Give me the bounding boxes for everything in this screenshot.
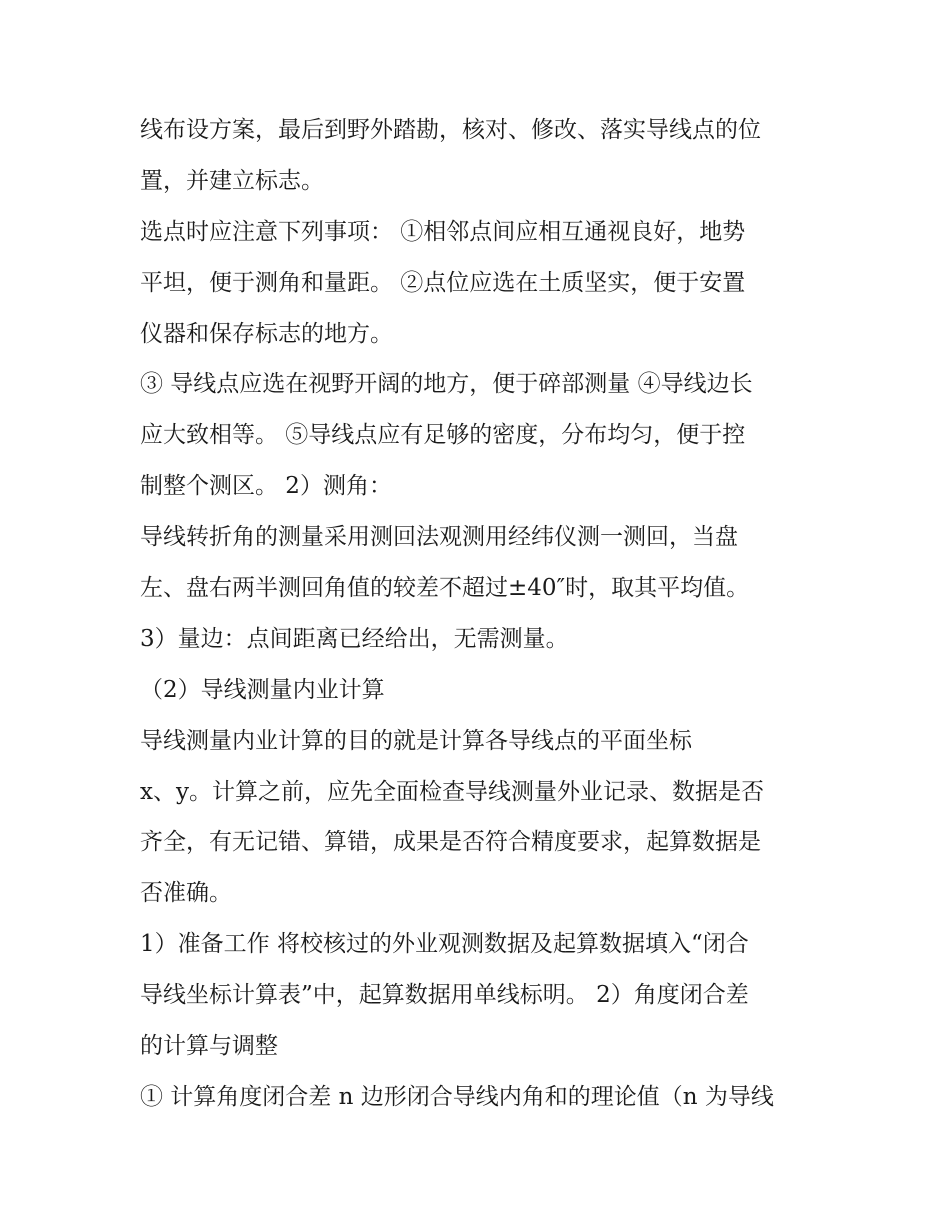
text-line: 导线测量内业计算的目的就是计算各导线点的平面坐标	[140, 727, 692, 754]
section-heading: （2）导线测量内业计算	[140, 676, 385, 703]
text-line: 仪器和保存标志的地方。	[140, 320, 393, 347]
text-line: 导线坐标计算表”中，起算数据用单线标明。 2）角度闭合差	[140, 982, 749, 1009]
text-line: 导线转折角的测量采用测回法观测用经纬仪测一测回，当盘	[140, 524, 738, 551]
text-line: ③ 导线点应选在视野开阔的地方，便于碎部测量 ④导线边长	[140, 371, 753, 398]
text-line: 置，并建立标志。	[140, 167, 324, 194]
text-line: 线布设方案，最后到野外踏勘，核对、修改、落实导线点的位	[140, 117, 761, 143]
text-line: 齐全，有无记错、算错，成果是否符合精度要求，起算数据是	[140, 829, 761, 856]
text-line: 1）准备工作 将校核过的外业观测数据及起算数据填入“闭合	[140, 931, 749, 958]
text-line: 的计算与调整	[140, 1033, 278, 1060]
text-line: x、y。计算之前，应先全面检查导线测量外业记录、数据是否	[140, 778, 764, 805]
text-line: ① 计算角度闭合差 n 边形闭合导线内角和的理论值（n 为导线	[140, 1083, 774, 1110]
text-line: 3）量边：点间距离已经给出，无需测量。	[140, 625, 569, 652]
text-line: 制整个测区。 2）测角：	[140, 473, 392, 500]
text-line: 左、盘右两半测回角值的较差不超过±40″时，取其平均值。	[140, 575, 750, 602]
body-text	[140, 105, 820, 1123]
text-line: 否准确。	[140, 880, 232, 907]
text-line: 选点时应注意下列事项： ①相邻点间应相互通视良好，地势	[140, 218, 746, 245]
text-line: 应大致相等。 ⑤导线点应有足够的密度，分布均匀，便于控	[140, 422, 746, 449]
text-line: 平坦，便于测角和量距。 ②点位应选在土质坚实，便于安置	[140, 269, 746, 296]
